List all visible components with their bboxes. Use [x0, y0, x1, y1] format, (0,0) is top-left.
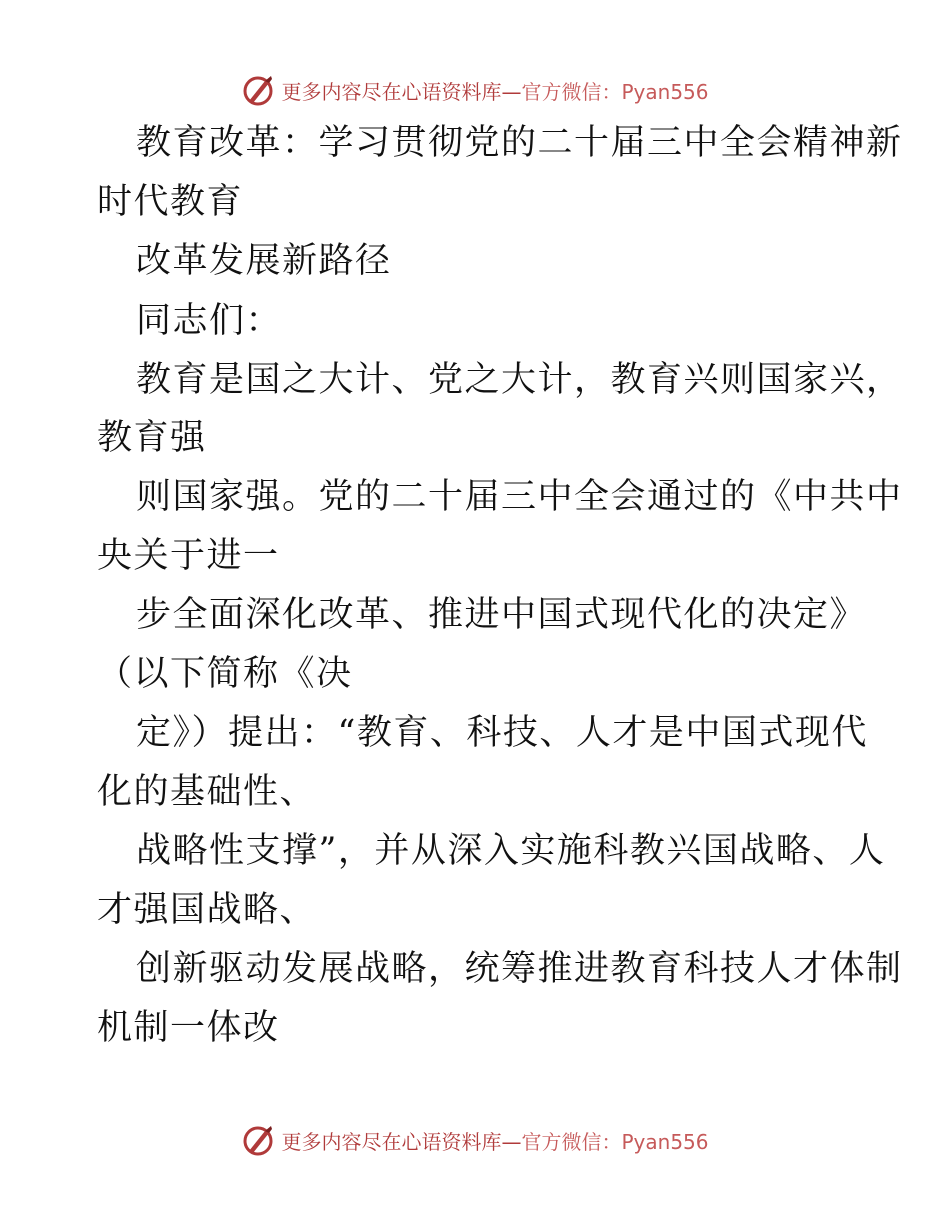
text-line: （以下简称《决: [97, 654, 353, 694]
text-line: 同志们：: [136, 301, 283, 341]
header-banner: [0, 70, 950, 110]
text-line: 教育是国之大计、党之大计，教育兴则国家兴，: [136, 360, 903, 400]
text-line: 化的基础性、: [97, 772, 317, 812]
text-line: 教育改革：学习贯彻党的二十届三中全会精神新: [136, 123, 903, 163]
banner-text: 更多内容尽在心语资料库—官方微信：Pyan556: [281, 79, 709, 104]
footer-banner: [0, 1120, 950, 1160]
text-line: 才强国战略、: [97, 890, 317, 930]
text-line: 则国家强。党的二十届三中全会通过的《中共中: [136, 477, 903, 517]
text-line: 定》）提出：“教育、科技、人才是中国式现代: [136, 713, 868, 753]
text-line: 央关于进一: [97, 536, 280, 576]
text-line: 时代教育: [97, 182, 244, 222]
quill-pen-logo-icon: [241, 73, 275, 107]
text-line: 机制一体改: [97, 1008, 280, 1048]
text-line: 教育强: [97, 418, 207, 458]
text-line: 改革发展新路径: [136, 241, 392, 281]
banner-text: 更多内容尽在心语资料库—官方微信：Pyan556: [281, 1129, 709, 1154]
text-line: 步全面深化改革、推进中国式现代化的决定》: [136, 595, 867, 635]
quill-pen-logo-icon: [241, 1123, 275, 1157]
text-line: 战略性支撑”，并从深入实施科教兴国战略、人: [136, 831, 886, 871]
text-line: 创新驱动发展战略，统筹推进教育科技人才体制: [136, 949, 903, 989]
